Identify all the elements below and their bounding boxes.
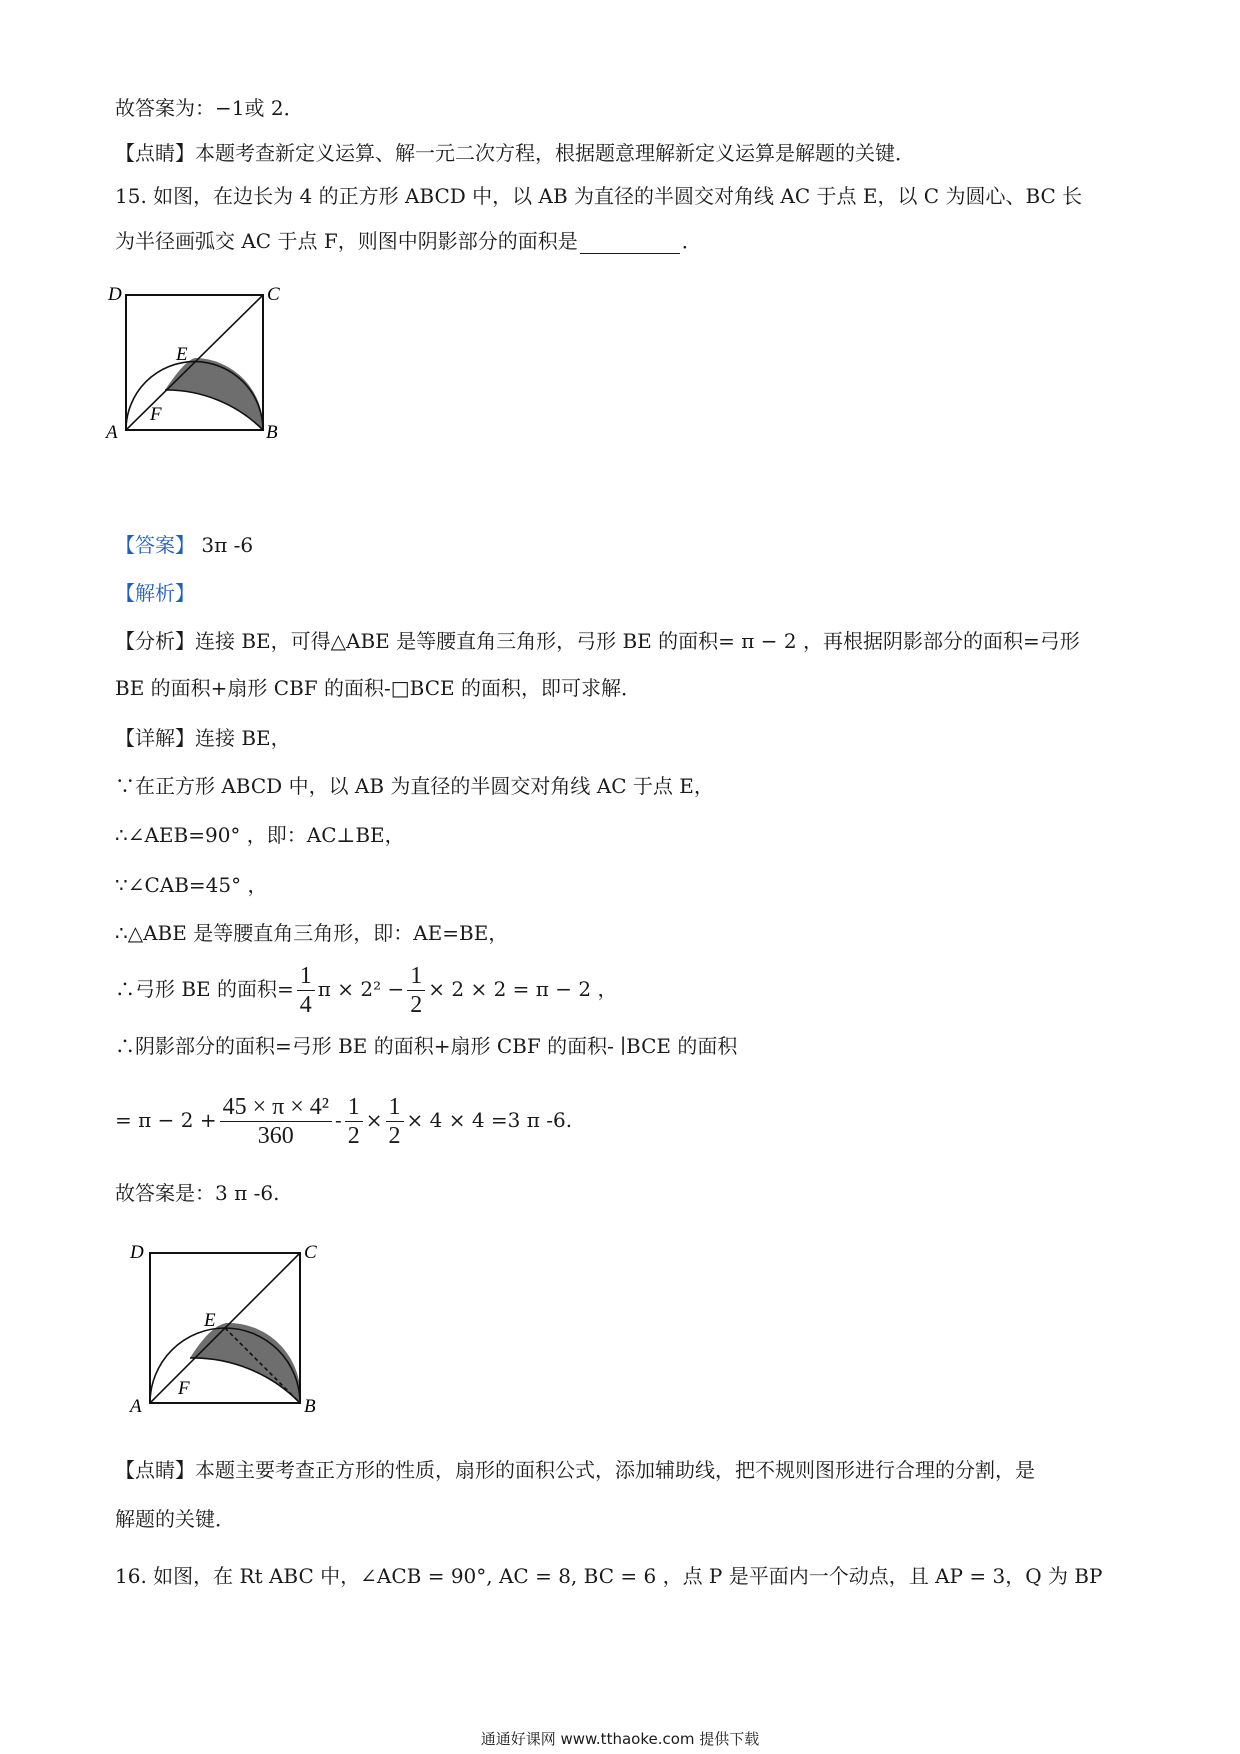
final-answer: 故答案是：3 π -6. [115, 1181, 280, 1205]
answer-value: 3π -6 [201, 533, 254, 557]
note-line-1: 【点睛】本题主要考查正方形的性质，扇形的面积公式，添加辅助线，把不规则图形进行合理的分割，是 [115, 1458, 1035, 1482]
detail-line-1: 【详解】连接 BE， [115, 726, 291, 750]
answer-blank [580, 233, 680, 254]
label-a: A [106, 422, 118, 443]
label-e: E [176, 344, 188, 365]
answer-line [115, 532, 1130, 558]
denominator: 2 [347, 1123, 360, 1149]
fraction [220, 1093, 332, 1150]
detail-line-5: ∴△ABE 是等腰直角三角形，即：AE=BE， [115, 921, 509, 945]
detail-line-3: ∴∠AEB=90° ，即：AC⊥BE， [115, 823, 405, 847]
detail-line-8 [115, 1090, 1130, 1150]
label-d: D [130, 1242, 144, 1263]
formula-prefix: = π − 2 + [115, 1108, 217, 1132]
analysis-line-2: BE 的面积+扇形 CBF 的面积-□BCE 的面积，即可求解． [115, 676, 641, 700]
numerator: 45 × π × 4² [220, 1093, 332, 1122]
figure-square-2 [118, 1228, 338, 1418]
detail-line-4: ∵∠CAB=45° ， [115, 873, 268, 897]
fraction [386, 1093, 404, 1150]
numerator: 1 [345, 1093, 363, 1122]
detail-line-2: ∵在正方形 ABCD 中，以 AB 为直径的半圆交对角线 AC 于点 E， [115, 774, 714, 798]
text-line: 【点睛】本题考查新定义运算、解一元二次方程，根据题意理解新定义运算是解题的关键． [115, 141, 915, 165]
formula-prefix: ∴弓形 BE 的面积= [115, 977, 294, 1001]
numerator: 1 [386, 1093, 404, 1122]
label-f: F [150, 404, 162, 425]
question-15-cont [115, 228, 1130, 254]
minus: - [334, 1108, 342, 1132]
detail-line-6 [115, 960, 1130, 1019]
label-c: C [304, 1242, 317, 1263]
question-15-text: 为半径画弧交 AC 于点 F，则图中阴影部分的面积是 [115, 229, 578, 253]
label-b: B [266, 422, 278, 443]
figure-square-1 [106, 280, 310, 460]
denominator: 2 [388, 1123, 401, 1149]
label-f: F [178, 1378, 190, 1399]
question-16: 16. 如图，在 Rt ABC 中，∠ACB = 90°, AC = 8, BC = 6 ，点 P 是平面内一个动点，且 AP = 3，Q 为 BP [115, 1564, 1103, 1588]
denominator: 2 [410, 992, 423, 1018]
analysis-tag: 【解析】 [115, 581, 195, 605]
fraction [345, 1093, 363, 1150]
label-c: C [267, 284, 280, 305]
denominator: 4 [299, 992, 312, 1018]
page-footer: 通通好课网 www.tthaoke.com 提供下载 [480, 1730, 760, 1748]
detail-line-7: ∴阴影部分的面积=弓形 BE 的面积+扇形 CBF 的面积- ∣BCE 的面积 [115, 1034, 738, 1058]
label-d: D [108, 284, 122, 305]
fraction [407, 962, 425, 1019]
numerator: 1 [297, 962, 315, 991]
note-line-2: 解题的关键． [115, 1507, 235, 1531]
question-15-end: ． [681, 229, 702, 253]
denominator: 360 [257, 1123, 294, 1149]
label-b: B [304, 1396, 316, 1417]
analysis-line-1: 【分析】连接 BE，可得△ABE 是等腰直角三角形，弓形 BE 的面积= π − 2 ，再根据阴影部分的面积=弓形 [115, 629, 1080, 653]
formula-mid: π × 2² − [317, 977, 405, 1001]
fraction [297, 962, 315, 1019]
times: × [365, 1108, 383, 1132]
text-line: 故答案为：−1或 2． [115, 96, 304, 120]
label-e: E [204, 1310, 216, 1331]
label-a: A [130, 1396, 142, 1417]
formula-suffix: × 4 × 4 =3 π -6. [406, 1108, 573, 1132]
answer-tag: 【答案】 [115, 533, 195, 557]
numerator: 1 [407, 962, 425, 991]
question-15: 15. 如图，在边长为 4 的正方形 ABCD 中，以 AB 为直径的半圆交对角线 AC 于点 E，以 C 为圆心、BC 长 [115, 184, 1083, 208]
formula-suffix: × 2 × 2 = π − 2 ， [428, 977, 618, 1001]
